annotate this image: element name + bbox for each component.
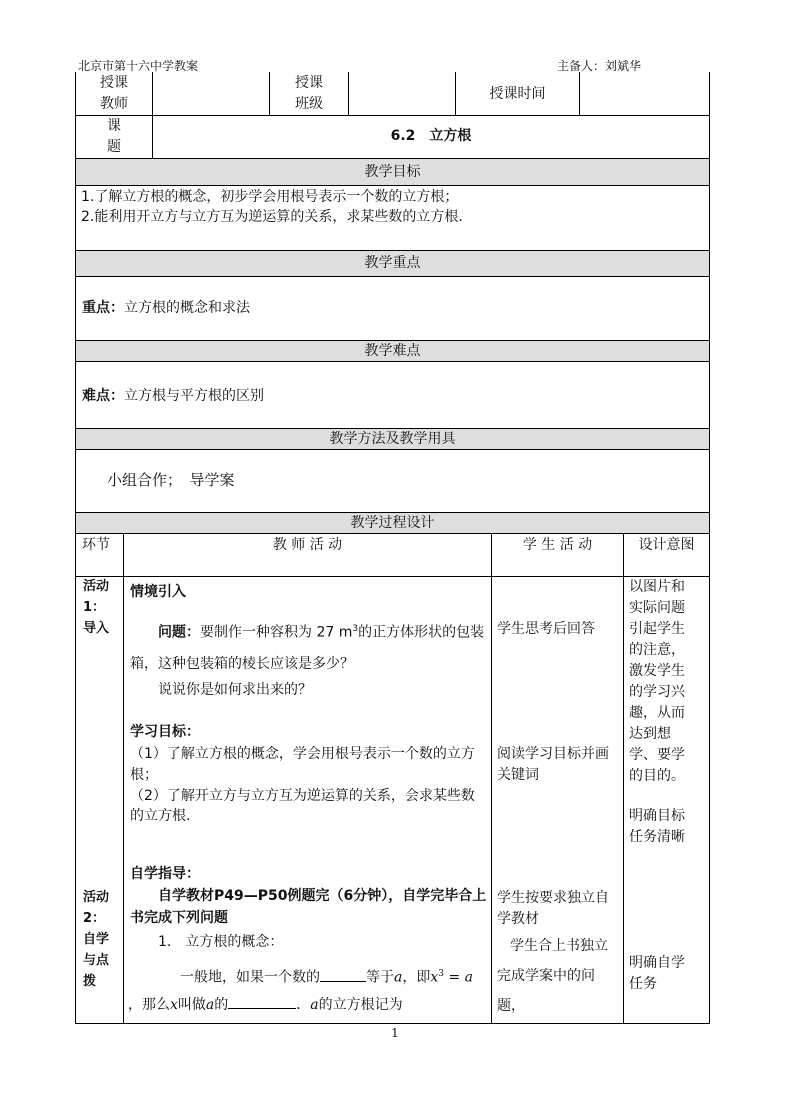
goal-2: 2.能利用开立方与立方互为逆运算的关系，求某些数的立方根. bbox=[81, 209, 463, 225]
header-student: 学 生 活 动 bbox=[522, 537, 593, 553]
header-teacher: 教 师 活 动 bbox=[272, 537, 343, 553]
def-sup: 3 bbox=[438, 969, 444, 979]
var-a-3: a bbox=[310, 997, 319, 1013]
def-text-g: ． bbox=[296, 997, 311, 1013]
row-divider bbox=[75, 185, 710, 186]
var-x-1: x bbox=[430, 969, 439, 986]
col-divider bbox=[123, 533, 124, 1023]
intent-4: 的注意， bbox=[629, 642, 685, 658]
student-4a: 学生合上书独立 bbox=[510, 938, 608, 954]
col-divider bbox=[491, 533, 492, 1023]
activity2-line1: 活动 bbox=[83, 890, 110, 905]
blank-1[interactable] bbox=[320, 967, 366, 982]
problem-label: 问题： bbox=[158, 624, 200, 641]
def-text-c: ，即 bbox=[402, 969, 431, 986]
table-bottom-border bbox=[75, 1023, 710, 1024]
difficulty-title: 教学难点 bbox=[364, 343, 421, 359]
topic-label-2: 题 bbox=[107, 139, 121, 155]
teacher-label-1: 授课 bbox=[100, 75, 128, 91]
def-text-b: 等于 bbox=[366, 969, 394, 986]
class-label-2: 班级 bbox=[295, 96, 323, 112]
topic-label-1: 课 bbox=[107, 118, 121, 134]
method-text: 小组合作； 导学案 bbox=[107, 471, 235, 489]
problem-text-b: 的正方体形状的包装 bbox=[358, 624, 485, 641]
goal-1: 1.了解立方根的概念，初步学会用根号表示一个数的立方根； bbox=[81, 189, 459, 205]
key-title: 教学重点 bbox=[364, 255, 421, 271]
learning-goal-2b: 的立方根. bbox=[130, 808, 191, 824]
page-number: 1 bbox=[391, 1026, 399, 1040]
learning-goal-1a: （1）了解立方根的概念，学会用根号表示一个数的立方 bbox=[130, 746, 475, 762]
intent-10: 的目的。 bbox=[629, 768, 685, 784]
header-intent: 设计意图 bbox=[638, 537, 695, 553]
student-1: 学生思考后回答 bbox=[497, 621, 595, 637]
key-point bbox=[82, 298, 250, 318]
activity1-line2: 1： bbox=[83, 600, 106, 615]
student-3a: 学生按要求独立自 bbox=[497, 890, 609, 906]
row-divider bbox=[75, 533, 710, 534]
intent-11: 明确目标 bbox=[629, 808, 685, 824]
header-stage: 环节 bbox=[82, 537, 110, 553]
problem-sup: 3 bbox=[352, 624, 359, 634]
intent-7: 趣，从而 bbox=[629, 705, 685, 721]
key-text: 立方根的概念和求法 bbox=[124, 300, 250, 316]
def-text-a: 一般地，如果一个数的 bbox=[180, 969, 320, 986]
key-label: 重点： bbox=[82, 300, 124, 316]
method-title: 教学方法及教学用具 bbox=[329, 431, 456, 447]
preparer-name: 主备人：刘斌华 bbox=[557, 59, 642, 73]
activity2-line4: 与点 bbox=[83, 953, 110, 968]
student-4c: 题， bbox=[497, 998, 525, 1014]
row-divider bbox=[75, 361, 710, 362]
learning-goal-1b: 根； bbox=[130, 767, 158, 783]
goals-title: 教学目标 bbox=[364, 164, 421, 180]
difficulty-text: 立方根与平方根的区别 bbox=[124, 388, 264, 404]
student-2a: 阅读学习目标并画 bbox=[497, 746, 609, 762]
def-text-f: 的 bbox=[214, 997, 229, 1013]
definition-line-1 bbox=[180, 964, 473, 988]
class-label-1: 授课 bbox=[295, 75, 323, 91]
intent-9: 学、要学 bbox=[629, 747, 685, 763]
col-divider bbox=[623, 533, 624, 1023]
intent-14: 任务 bbox=[629, 976, 657, 992]
row-divider bbox=[75, 576, 710, 577]
problem-line-1 bbox=[158, 619, 484, 643]
row-divider bbox=[75, 158, 710, 159]
difficulty-point bbox=[82, 386, 264, 406]
row-divider bbox=[75, 449, 710, 450]
intro-title: 情境引入 bbox=[130, 584, 186, 600]
teacher-label-2: 教师 bbox=[100, 96, 128, 112]
blank-2[interactable] bbox=[228, 994, 296, 1009]
activity1-line3: 导入 bbox=[83, 621, 110, 636]
activity2-line5: 拨 bbox=[83, 974, 97, 989]
student-4b: 完成学案中的问 bbox=[497, 968, 595, 984]
guide-label: 自学指导： bbox=[130, 866, 200, 882]
problem-text-a: 要制作一种容积为 27 m bbox=[200, 624, 353, 641]
def-text-h: 的立方根记为 bbox=[318, 997, 403, 1013]
problem-line-3: 说说你是如何求出来的？ bbox=[158, 682, 312, 698]
intent-2: 实际问题 bbox=[629, 600, 685, 616]
guide-line-1: 自学教材P49—P50例题完（6分钟），自学完毕合上 bbox=[158, 888, 487, 904]
var-a-2: a bbox=[205, 997, 215, 1013]
activity1-line1: 活动 bbox=[83, 579, 110, 594]
row-divider bbox=[75, 250, 710, 251]
intent-8: 达到想 bbox=[629, 726, 671, 742]
col-divider bbox=[579, 72, 580, 115]
row-divider bbox=[75, 276, 710, 277]
process-title: 教学过程设计 bbox=[350, 515, 435, 531]
learning-goal-2a: （2）了解开立方与立方互为逆运算的关系，会求某些数 bbox=[130, 788, 475, 804]
activity2-line2: 2： bbox=[83, 911, 106, 926]
def-text-e: 叫做 bbox=[177, 997, 206, 1013]
learning-goals-label: 学习目标： bbox=[130, 724, 200, 740]
intent-1: 以图片和 bbox=[629, 579, 685, 595]
intent-5: 激发学生 bbox=[629, 663, 685, 679]
student-2b: 关键词 bbox=[497, 767, 539, 783]
var-x-2: x bbox=[170, 997, 178, 1013]
def-eq: = a bbox=[444, 969, 473, 986]
lesson-topic: 6.2 立方根 bbox=[390, 128, 472, 144]
row-divider bbox=[75, 115, 710, 116]
student-3b: 学教材 bbox=[497, 911, 539, 927]
school-name: 北京市第十六中学教案 bbox=[78, 59, 199, 73]
activity2-line3: 自学 bbox=[83, 932, 110, 947]
intent-6: 的学习兴 bbox=[629, 684, 685, 700]
intent-12: 任务清晰 bbox=[629, 829, 685, 845]
concept-heading: 1. 立方根的概念： bbox=[158, 934, 284, 950]
def-text-d: ，那么 bbox=[128, 997, 170, 1013]
guide-line-2: 书完成下列问题 bbox=[130, 910, 228, 926]
col-divider bbox=[348, 72, 349, 115]
intent-13: 明确自学 bbox=[629, 955, 685, 971]
problem-line-2: 箱，这种包装箱的棱长应该是多少？ bbox=[130, 656, 354, 672]
difficulty-label: 难点： bbox=[82, 388, 124, 404]
definition-line-2 bbox=[128, 994, 403, 1015]
var-a-1: a bbox=[394, 969, 403, 986]
intent-3: 引起学生 bbox=[629, 621, 685, 637]
time-label: 授课时间 bbox=[489, 86, 546, 102]
